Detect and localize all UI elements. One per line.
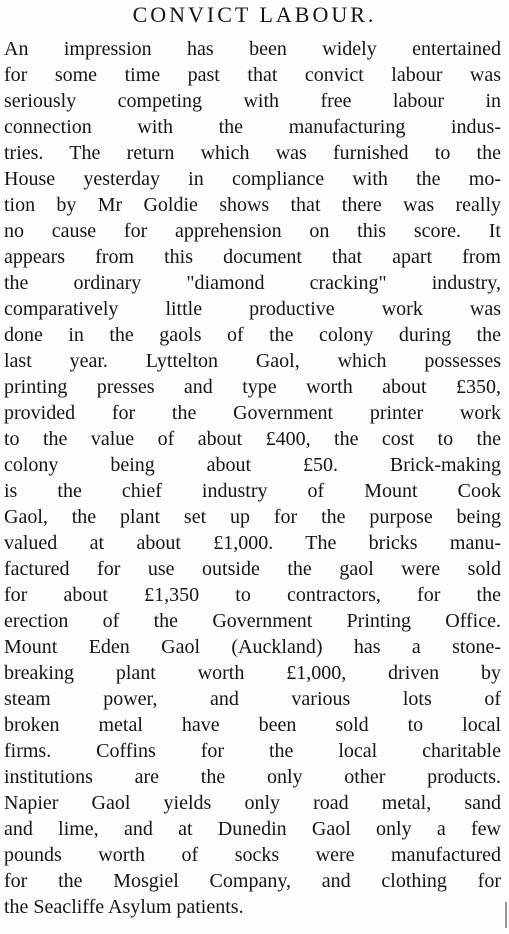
article-line: comparatively little productive work was (4, 298, 501, 320)
article-line: pounds worth of socks were manufactured (4, 844, 501, 866)
article-line: House yesterday in compliance with the mo- (4, 168, 501, 190)
article-line: Gaol, the plant set up for the purpose being (4, 506, 501, 528)
article-line: factured for use outside the gaol were sold (4, 558, 501, 580)
margin-rule (505, 902, 507, 928)
article-line: seriously competing with free labour in (4, 90, 501, 112)
article-headline: CONVICT LABOUR. (132, 2, 377, 27)
article-line: colony being about £50. Brick-making (4, 454, 501, 476)
article-line: Mount Eden Gaol (Auckland) has a stone- (4, 636, 501, 658)
article-line: Napier Gaol yields only road metal, sand (4, 792, 501, 814)
article-line: for the Mosgiel Company, and clothing for (4, 870, 501, 892)
article-line: tion by Mr Goldie shows that there was really (4, 194, 501, 216)
article-line: provided for the Government printer work (4, 402, 501, 424)
article-line: valued at about £1,000. The bricks manu- (4, 532, 501, 554)
article-line: no cause for apprehension on this score. It (4, 220, 501, 242)
article-line: for some time past that convict labour was (4, 64, 501, 86)
article-line: the ordinary "diamond cracking" industry, (4, 272, 501, 294)
article-line: erection of the Government Printing Office. (4, 610, 501, 632)
article-line: steam power, and various lots of (4, 688, 501, 710)
article-line: connection with the manufacturing indus- (4, 116, 501, 138)
article-line: broken metal have been sold to local (4, 714, 501, 736)
article-line: last year. Lyttelton Gaol, which possesses (4, 350, 501, 372)
article-line: is the chief industry of Mount Cook (4, 480, 501, 502)
article-line: firms. Coffins for the local charitable (4, 740, 501, 762)
article-line: to the value of about £400, the cost to the (4, 428, 501, 450)
article-line: An impression has been widely entertained (4, 38, 501, 60)
article-line: institutions are the only other products. (4, 766, 501, 788)
article-line: and lime, and at Dunedin Gaol only a few (4, 818, 501, 840)
article-line: breaking plant worth £1,000, driven by (4, 662, 501, 684)
article-line: the Seacliffe Asylum patients. (4, 896, 244, 918)
article-line: done in the gaols of the colony during the (4, 324, 501, 346)
article-line: appears from this document that apart from (4, 246, 501, 268)
article-line: tries. The return which was furnished to the (4, 142, 501, 164)
article-line: printing presses and type worth about £350, (4, 376, 501, 398)
article-line: for about £1,350 to contractors, for the (4, 584, 501, 606)
